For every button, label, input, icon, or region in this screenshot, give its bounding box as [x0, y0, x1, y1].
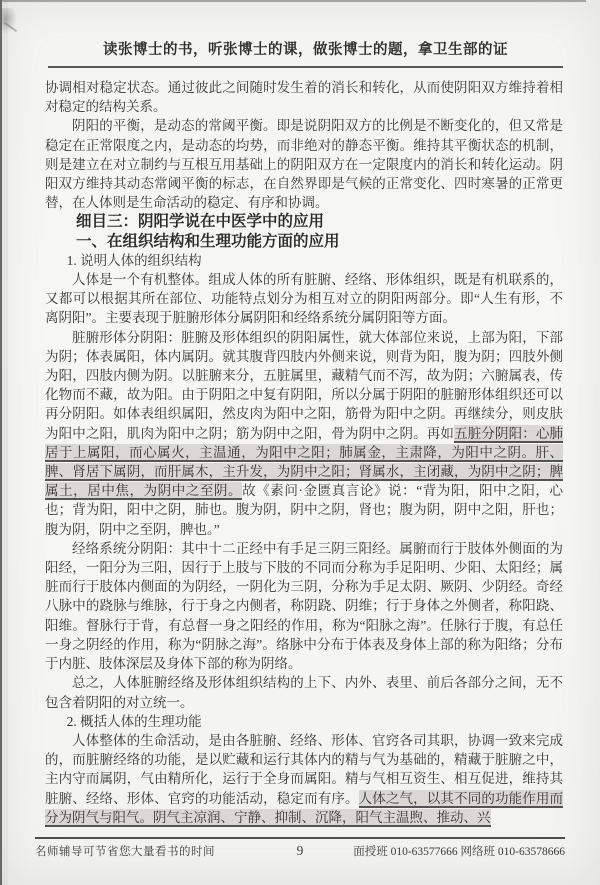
text-run: 故《素问·金匮真言论》说：“背为阳，阳中之阳，心也；背为阳，阳中之阴，肺也。腹为阴，阴中之阴，肾也；腹为阴，阴中之阳，肝也；腹为阴，阴中之至阴，脾也。” [45, 483, 563, 537]
text-run: 脏腑形体分阴阳：脏腑及形体组织的阴阳属性，就大体部位来说，上部为阳，下部为阴；体表属阳，体内属阴。就其腹背四肢内外侧来说，则背为阳，腹为阴；四肢外侧为阳，四肢内侧为阴。以脏腑来分，五脏属里，藏精气而不泻，故为阴；六腑属表，传化物而不藏，故为阳。由于阴阳之中复有阴阳，所以分属于阴阳的脏腑形体组织还可以再分阴阳。如体表组织属阳，然皮肉为阳中之阳，筋骨为阳中之阴。再继续分，则皮肤为阳中之阳，肌肉为阳中之阴；筋为阴中之阳，骨为阴中之阴。再如 [45, 329, 563, 441]
scan-left-border [0, 0, 2, 885]
para-jingluo-yinyang [45, 539, 563, 673]
page-body [45, 78, 563, 827]
page-footer [35, 837, 565, 859]
highlighted-text-run: 五脏分阴阳：心肺居于上属阳，而心属火，主温通，为阳中之阳；肺属金，主肃降，为阳中之阴。肝、脾、肾居下属阴，而肝属木，主升发，为阴中之阳；肾属水，主闭藏，为阴中之阴；脾属土，居中焦，为阴中之至阴。 [45, 425, 564, 499]
text-run: 人体是一个有机整体。组成人体的所有脏腑、经络、形体组织，既是有机联系的，又都可以根据其所在部位、功能特点划分为相互对立的阴阳两部分。即“人生有形，不离阴阳”。主要表现于脏腑形体分属阴阳和经络系统分属阴阳等方面。 [45, 272, 563, 326]
text-run: 阴阳的平衡，是动态的常阈平衡。即是说阴阳双方的比例是不断变化的，但又常是稳定在正常限度之内，是动态的均势，而非绝对的静态平衡。维持其平衡状态的机制，则是建立在对立制约与互根互用基础上的阴阳双方在一定限度内的消长和转化运动。阴阳双方维持其动态常阈平衡的标志，在自然界即是气候的正常变化、四时寒暑的正常更替，在人体则是生命活动的稳定、有序和协调。 [45, 118, 563, 211]
heading-section-1 [45, 232, 563, 251]
scan-edge-shadow [2, 0, 8, 885]
para-summary [45, 673, 563, 711]
highlighted-text-run: 人体之气，以其不同的功能作用而分为阴气与阳气。阴气主凉润、宁静、抑制、沉降，阳气主温煦、推动、兴 [45, 790, 564, 825]
text-run: 细目三：阴阳学说在中医学中的应用 [76, 213, 325, 231]
footer-contact-phones: 面授班 010-63577666 网络班 010-63578666 [353, 846, 565, 858]
para-physiology [45, 731, 563, 827]
text-run: 经络系统分阴阳：其中十二正经中有手足三阴三阳经。属腑而行于肢体外侧面的为阳经，一阳分为三阳，因行于上肢与下肢的不同而分称为手足阳明、少阳、太阳经；属脏而行于肢体内侧面的为阴经，一阴化为三阴，分称为手足太阴、厥阴、少阴经。奇经八脉中的跷脉与维脉，行于身之内侧者，称阴跷、阴维；行于身体之外侧者，称阳跷、阳维。督脉行于背，有总督一身之阳经的作用，称为“阳脉之海”。任脉行于腹，有总任一身之阴经的作用，称为“阴脉之海”。络脉中分布于体表及身体上部的称为阳络；分布于内脏、肢体深层及身体下部的称为阴络。 [45, 540, 563, 672]
para-organic-whole [45, 270, 563, 328]
page-number: 9 [296, 843, 304, 858]
text-run: 2. 概括人体的生理功能 [66, 713, 202, 729]
header-slogan: 读张博士的书，听张博士的课，做张博士的题，拿卫生部的证 [48, 38, 563, 68]
subheading-2 [45, 712, 563, 731]
heading-ximu-3 [45, 212, 563, 231]
text-run: 1. 说明人体的组织结构 [66, 252, 202, 268]
subheading-1 [45, 251, 563, 270]
scan-top-border [0, 0, 586, 2]
para-continuation [45, 78, 563, 116]
text-run: 一、在组织结构和生理功能方面的应用 [76, 232, 340, 250]
footer-left-slogan: 名师辅导可节省您大量看书的时间 [35, 846, 215, 858]
text-run: 协调相对稳定状态。通过彼此之间随时发生着的消长和转化，从而使阴阳双方维持着相对稳定的结构关系。 [45, 80, 563, 115]
para-zangfu-yinyang [45, 328, 563, 539]
text-run: 人体整体的生命活动，是由各脏腑、经络、形体、官窍各司其职，协调一致来完成的，而脏腑经络的功能，是以贮藏和运行其体内的精与气为基础的，精藏于脏腑之中，主内守而属阴，气由精所化，运行于全身而属阳。精与气相互资生、相互促进，维持其脏腑、经络、形体、官窍的功能活动，稳定而有序。 [45, 732, 563, 806]
para-yinyang-balance [45, 116, 563, 212]
text-run: 总之，人体脏腑经络及形体组织结构的上下、内外、表里、前后各部分之间，无不包含着阴阳的对立统一。 [45, 675, 563, 710]
